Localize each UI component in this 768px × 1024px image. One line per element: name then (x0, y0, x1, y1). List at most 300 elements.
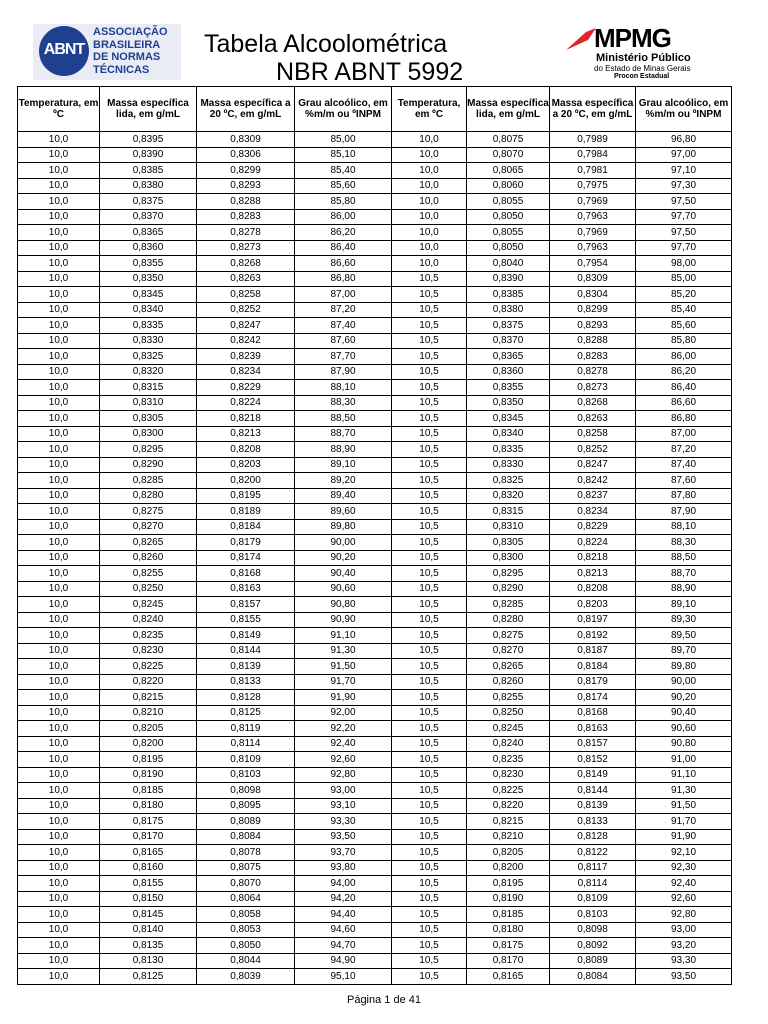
cell-density-read: 0,8345 (100, 287, 197, 303)
cell-density-20c: 0,8084 (550, 969, 636, 985)
cell-alcohol-degree: 89,80 (636, 659, 732, 675)
cell-temperature: 10,0 (392, 194, 467, 210)
table-row (18, 535, 732, 551)
cell-density-20c: 0,7969 (550, 194, 636, 210)
cell-density-20c: 0,8309 (550, 271, 636, 287)
cell-density-read: 0,8185 (467, 907, 550, 923)
cell-temperature: 10,5 (392, 798, 467, 814)
cell-density-20c: 0,8114 (550, 876, 636, 892)
cell-density-read: 0,8365 (467, 349, 550, 365)
cell-density-read: 0,8285 (467, 597, 550, 613)
cell-temperature: 10,0 (18, 411, 100, 427)
cell-density-20c: 0,7984 (550, 147, 636, 163)
cell-alcohol-degree: 92,40 (295, 736, 392, 752)
cell-temperature: 10,5 (392, 504, 467, 520)
cell-temperature: 10,0 (18, 194, 100, 210)
cell-alcohol-degree: 90,00 (295, 535, 392, 551)
cell-alcohol-degree: 92,60 (636, 891, 732, 907)
cell-density-20c: 0,8187 (550, 643, 636, 659)
mpmg-logo (566, 23, 706, 82)
cell-temperature: 10,5 (392, 566, 467, 582)
cell-alcohol-degree: 97,70 (636, 209, 732, 225)
cell-density-20c: 0,8234 (550, 504, 636, 520)
cell-density-read: 0,8385 (100, 163, 197, 179)
cell-density-20c: 0,8293 (197, 178, 295, 194)
cell-density-read: 0,8335 (467, 442, 550, 458)
alcohol-table (17, 86, 732, 985)
cell-temperature: 10,0 (18, 364, 100, 380)
cell-density-20c: 0,8224 (197, 395, 295, 411)
cell-density-20c: 0,7954 (550, 256, 636, 272)
cell-density-read: 0,8310 (467, 519, 550, 535)
abnt-word: BRASILEIRA (93, 38, 161, 51)
table-row (18, 752, 732, 768)
cell-temperature: 10,5 (392, 705, 467, 721)
header-density-read: Massa específica lida, em g/mL (467, 87, 550, 132)
cell-temperature: 10,5 (392, 535, 467, 551)
cell-density-20c: 0,8288 (550, 333, 636, 349)
mpmg-procon: Procon Estadual (614, 73, 670, 80)
header-density-20c: Massa específica a 20 ºC, em g/mL (197, 87, 295, 132)
cell-density-20c: 0,8299 (197, 163, 295, 179)
cell-density-read: 0,8280 (100, 488, 197, 504)
table-row (18, 876, 732, 892)
cell-density-20c: 0,8179 (197, 535, 295, 551)
cell-density-read: 0,8075 (467, 132, 550, 148)
cell-density-read: 0,8350 (100, 271, 197, 287)
cell-density-20c: 0,8174 (197, 550, 295, 566)
cell-density-20c: 0,8144 (550, 783, 636, 799)
mpmg-state: do Estado de Minas Gerais (594, 64, 691, 73)
cell-alcohol-degree: 87,60 (636, 473, 732, 489)
cell-temperature: 10,0 (18, 504, 100, 520)
cell-density-20c: 0,8229 (550, 519, 636, 535)
table-row (18, 240, 732, 256)
cell-temperature: 10,0 (18, 597, 100, 613)
cell-density-20c: 0,8242 (197, 333, 295, 349)
cell-density-20c: 0,7989 (550, 132, 636, 148)
table-row (18, 798, 732, 814)
cell-alcohol-degree: 85,40 (636, 302, 732, 318)
cell-density-20c: 0,8192 (550, 628, 636, 644)
cell-alcohol-degree: 85,40 (295, 163, 392, 179)
cell-density-read: 0,8215 (467, 814, 550, 830)
cell-density-20c: 0,8058 (197, 907, 295, 923)
cell-temperature: 10,5 (392, 333, 467, 349)
cell-density-read: 0,8240 (100, 612, 197, 628)
cell-density-20c: 0,8304 (550, 287, 636, 303)
cell-density-20c: 0,8278 (550, 364, 636, 380)
cell-temperature: 10,5 (392, 488, 467, 504)
cell-temperature: 10,0 (392, 225, 467, 241)
cell-density-20c: 0,8089 (197, 814, 295, 830)
cell-alcohol-degree: 86,80 (636, 411, 732, 427)
cell-temperature: 10,5 (392, 473, 467, 489)
cell-density-read: 0,8175 (100, 814, 197, 830)
cell-density-read: 0,8380 (467, 302, 550, 318)
cell-temperature: 10,0 (18, 736, 100, 752)
cell-density-read: 0,8200 (467, 860, 550, 876)
cell-density-read: 0,8180 (100, 798, 197, 814)
cell-alcohol-degree: 93,30 (295, 814, 392, 830)
header-density-20c: Massa específica a 20 ºC, em g/mL (550, 87, 636, 132)
cell-alcohol-degree: 88,90 (295, 442, 392, 458)
cell-density-20c: 0,8273 (197, 240, 295, 256)
table-row (18, 969, 732, 985)
header-density-read: Massa específica lida, em g/mL (100, 87, 197, 132)
cell-density-20c: 0,8218 (197, 411, 295, 427)
cell-density-20c: 0,8144 (197, 643, 295, 659)
cell-density-20c: 0,8053 (197, 922, 295, 938)
table-row (18, 442, 732, 458)
cell-density-read: 0,8260 (467, 674, 550, 690)
cell-density-20c: 0,8133 (550, 814, 636, 830)
cell-density-read: 0,8315 (467, 504, 550, 520)
cell-density-read: 0,8340 (467, 426, 550, 442)
cell-alcohol-degree: 93,30 (636, 953, 732, 969)
cell-density-read: 0,8350 (467, 395, 550, 411)
cell-temperature: 10,5 (392, 597, 467, 613)
cell-temperature: 10,5 (392, 287, 467, 303)
cell-density-read: 0,8195 (467, 876, 550, 892)
cell-temperature: 10,0 (18, 628, 100, 644)
cell-alcohol-degree: 91,10 (636, 767, 732, 783)
page-number: Página 1 de 41 (346, 994, 421, 1006)
cell-alcohol-degree: 85,80 (636, 333, 732, 349)
cell-alcohol-degree: 93,50 (295, 829, 392, 845)
cell-density-read: 0,8220 (467, 798, 550, 814)
cell-alcohol-degree: 97,30 (636, 178, 732, 194)
cell-density-read: 0,8210 (100, 705, 197, 721)
cell-alcohol-degree: 97,50 (636, 194, 732, 210)
cell-density-20c: 0,8163 (197, 581, 295, 597)
cell-alcohol-degree: 90,20 (295, 550, 392, 566)
cell-density-read: 0,8310 (100, 395, 197, 411)
cell-temperature: 10,5 (392, 829, 467, 845)
header-temperature: Temperatura, em ºC (392, 87, 467, 132)
cell-density-read: 0,8175 (467, 938, 550, 954)
cell-density-read: 0,8065 (467, 163, 550, 179)
cell-density-20c: 0,8098 (197, 783, 295, 799)
cell-alcohol-degree: 93,50 (636, 969, 732, 985)
cell-density-20c: 0,8189 (197, 504, 295, 520)
cell-alcohol-degree: 91,50 (295, 659, 392, 675)
cell-density-read: 0,8325 (100, 349, 197, 365)
cell-temperature: 10,0 (18, 566, 100, 582)
cell-temperature: 10,0 (18, 798, 100, 814)
cell-density-read: 0,8355 (467, 380, 550, 396)
cell-density-read: 0,8300 (467, 550, 550, 566)
cell-alcohol-degree: 90,20 (636, 690, 732, 706)
cell-density-read: 0,8275 (100, 504, 197, 520)
table-row (18, 891, 732, 907)
cell-density-20c: 0,8174 (550, 690, 636, 706)
cell-temperature: 10,5 (392, 442, 467, 458)
cell-density-read: 0,8255 (100, 566, 197, 582)
cell-density-20c: 0,8263 (197, 271, 295, 287)
cell-density-20c: 0,8128 (197, 690, 295, 706)
table-row (18, 829, 732, 845)
cell-temperature: 10,5 (392, 659, 467, 675)
cell-alcohol-degree: 85,60 (636, 318, 732, 334)
cell-alcohol-degree: 87,70 (295, 349, 392, 365)
cell-density-read: 0,8055 (467, 225, 550, 241)
header-alcohol-degree: Grau alcoólico, em %m/m ou ºINPM (636, 87, 732, 132)
cell-alcohol-degree: 86,40 (636, 380, 732, 396)
table-row (18, 953, 732, 969)
table-row (18, 907, 732, 923)
cell-alcohol-degree: 86,00 (295, 209, 392, 225)
cell-alcohol-degree: 88,70 (295, 426, 392, 442)
table-row (18, 488, 732, 504)
cell-density-20c: 0,8239 (197, 349, 295, 365)
cell-density-read: 0,8330 (100, 333, 197, 349)
cell-density-read: 0,8340 (100, 302, 197, 318)
table-row (18, 256, 732, 272)
cell-density-20c: 0,8084 (197, 829, 295, 845)
cell-alcohol-degree: 93,00 (636, 922, 732, 938)
cell-alcohol-degree: 90,80 (636, 736, 732, 752)
cell-alcohol-degree: 88,10 (295, 380, 392, 396)
cell-density-20c: 0,8218 (550, 550, 636, 566)
cell-temperature: 10,0 (18, 349, 100, 365)
cell-temperature: 10,0 (18, 132, 100, 148)
cell-temperature: 10,0 (18, 395, 100, 411)
cell-density-read: 0,8050 (467, 240, 550, 256)
cell-density-read: 0,8235 (467, 752, 550, 768)
cell-temperature: 10,0 (18, 721, 100, 737)
cell-density-read: 0,8325 (467, 473, 550, 489)
table-row (18, 597, 732, 613)
table-row (18, 271, 732, 287)
cell-temperature: 10,5 (392, 581, 467, 597)
cell-density-20c: 0,8098 (550, 922, 636, 938)
cell-density-20c: 0,8283 (197, 209, 295, 225)
cell-density-20c: 0,8133 (197, 674, 295, 690)
cell-alcohol-degree: 86,60 (295, 256, 392, 272)
cell-density-20c: 0,8109 (197, 752, 295, 768)
cell-alcohol-degree: 92,00 (295, 705, 392, 721)
header-alcohol-degree: Grau alcoólico, em %m/m ou ºINPM (295, 87, 392, 132)
cell-density-20c: 0,8139 (197, 659, 295, 675)
cell-temperature: 10,5 (392, 364, 467, 380)
table-row (18, 333, 732, 349)
cell-density-read: 0,8290 (100, 457, 197, 473)
cell-temperature: 10,0 (392, 209, 467, 225)
cell-temperature: 10,5 (392, 922, 467, 938)
cell-temperature: 10,0 (18, 674, 100, 690)
cell-alcohol-degree: 90,00 (636, 674, 732, 690)
cell-temperature: 10,0 (18, 860, 100, 876)
cell-density-read: 0,8255 (467, 690, 550, 706)
cell-density-read: 0,8195 (100, 752, 197, 768)
cell-density-read: 0,8205 (467, 845, 550, 861)
cell-density-20c: 0,8208 (197, 442, 295, 458)
cell-temperature: 10,5 (392, 953, 467, 969)
cell-density-read: 0,8335 (100, 318, 197, 334)
cell-temperature: 10,0 (18, 488, 100, 504)
cell-density-read: 0,8055 (467, 194, 550, 210)
cell-density-20c: 0,8109 (550, 891, 636, 907)
cell-density-read: 0,8225 (467, 783, 550, 799)
cell-temperature: 10,0 (18, 302, 100, 318)
cell-density-20c: 0,8208 (550, 581, 636, 597)
cell-density-20c: 0,8103 (550, 907, 636, 923)
cell-density-20c: 0,8268 (550, 395, 636, 411)
cell-density-20c: 0,8293 (550, 318, 636, 334)
table-row (18, 550, 732, 566)
cell-temperature: 10,0 (18, 814, 100, 830)
cell-density-read: 0,8185 (100, 783, 197, 799)
cell-temperature: 10,0 (392, 240, 467, 256)
cell-density-20c: 0,8050 (197, 938, 295, 954)
cell-density-20c: 0,8078 (197, 845, 295, 861)
table-row (18, 225, 732, 241)
table-row (18, 783, 732, 799)
cell-alcohol-degree: 91,90 (295, 690, 392, 706)
cell-density-20c: 0,8168 (550, 705, 636, 721)
table-row (18, 922, 732, 938)
cell-temperature: 10,0 (18, 891, 100, 907)
document-title (190, 28, 590, 88)
cell-density-read: 0,8270 (100, 519, 197, 535)
cell-temperature: 10,0 (18, 953, 100, 969)
cell-alcohol-degree: 86,60 (636, 395, 732, 411)
cell-density-20c: 0,7969 (550, 225, 636, 241)
cell-temperature: 10,0 (18, 535, 100, 551)
cell-density-read: 0,8170 (467, 953, 550, 969)
cell-density-read: 0,8150 (100, 891, 197, 907)
cell-density-read: 0,8290 (467, 581, 550, 597)
cell-temperature: 10,5 (392, 457, 467, 473)
abnt-word: TÉCNICAS (93, 63, 150, 76)
cell-density-read: 0,8070 (467, 147, 550, 163)
cell-density-20c: 0,8252 (197, 302, 295, 318)
table-row (18, 690, 732, 706)
cell-density-20c: 0,8139 (550, 798, 636, 814)
cell-density-20c: 0,8203 (550, 597, 636, 613)
cell-alcohol-degree: 86,80 (295, 271, 392, 287)
alcohol-table-container (17, 86, 731, 985)
abnt-word: ASSOCIAÇÃO (93, 26, 168, 38)
cell-density-20c: 0,8213 (197, 426, 295, 442)
cell-density-20c: 0,8128 (550, 829, 636, 845)
cell-alcohol-degree: 90,60 (295, 581, 392, 597)
cell-density-20c: 0,8309 (197, 132, 295, 148)
cell-temperature: 10,5 (392, 767, 467, 783)
cell-density-read: 0,8385 (467, 287, 550, 303)
cell-alcohol-degree: 87,90 (295, 364, 392, 380)
cell-alcohol-degree: 92,40 (636, 876, 732, 892)
cell-density-20c: 0,8122 (550, 845, 636, 861)
cell-density-read: 0,8250 (467, 705, 550, 721)
cell-temperature: 10,0 (18, 690, 100, 706)
cell-density-read: 0,8040 (467, 256, 550, 272)
cell-alcohol-degree: 85,00 (295, 132, 392, 148)
cell-density-read: 0,8190 (467, 891, 550, 907)
cell-temperature: 10,0 (18, 457, 100, 473)
cell-temperature: 10,0 (392, 132, 467, 148)
cell-temperature: 10,0 (18, 333, 100, 349)
cell-density-read: 0,8270 (467, 643, 550, 659)
cell-temperature: 10,0 (18, 426, 100, 442)
cell-alcohol-degree: 89,30 (636, 612, 732, 628)
cell-density-20c: 0,8103 (197, 767, 295, 783)
cell-temperature: 10,0 (18, 550, 100, 566)
table-row (18, 209, 732, 225)
cell-temperature: 10,0 (392, 256, 467, 272)
cell-alcohol-degree: 90,90 (295, 612, 392, 628)
cell-temperature: 10,0 (18, 612, 100, 628)
cell-temperature: 10,0 (18, 659, 100, 675)
cell-temperature: 10,0 (392, 163, 467, 179)
cell-alcohol-degree: 92,10 (636, 845, 732, 861)
cell-alcohol-degree: 88,50 (295, 411, 392, 427)
cell-alcohol-degree: 87,40 (636, 457, 732, 473)
cell-density-read: 0,8220 (100, 674, 197, 690)
cell-alcohol-degree: 92,60 (295, 752, 392, 768)
cell-temperature: 10,5 (392, 411, 467, 427)
cell-density-read: 0,8060 (467, 178, 550, 194)
cell-density-20c: 0,8213 (550, 566, 636, 582)
cell-density-read: 0,8380 (100, 178, 197, 194)
cell-density-read: 0,8265 (100, 535, 197, 551)
cell-alcohol-degree: 87,40 (295, 318, 392, 334)
cell-density-20c: 0,8152 (550, 752, 636, 768)
cell-density-read: 0,8355 (100, 256, 197, 272)
cell-temperature: 10,5 (392, 349, 467, 365)
table-row (18, 364, 732, 380)
table-row (18, 426, 732, 442)
cell-density-20c: 0,8283 (550, 349, 636, 365)
cell-temperature: 10,0 (18, 829, 100, 845)
table-row (18, 659, 732, 675)
cell-alcohol-degree: 85,00 (636, 271, 732, 287)
cell-density-20c: 0,8195 (197, 488, 295, 504)
cell-alcohol-degree: 98,00 (636, 256, 732, 272)
cell-alcohol-degree: 89,10 (636, 597, 732, 613)
cell-alcohol-degree: 93,80 (295, 860, 392, 876)
cell-density-20c: 0,8157 (197, 597, 295, 613)
cell-density-20c: 0,8184 (550, 659, 636, 675)
cell-density-read: 0,8360 (100, 240, 197, 256)
cell-temperature: 10,5 (392, 783, 467, 799)
cell-density-read: 0,8280 (467, 612, 550, 628)
cell-density-read: 0,8240 (467, 736, 550, 752)
cell-density-read: 0,8135 (100, 938, 197, 954)
cell-density-20c: 0,7981 (550, 163, 636, 179)
cell-density-20c: 0,8157 (550, 736, 636, 752)
cell-temperature: 10,0 (18, 845, 100, 861)
cell-temperature: 10,5 (392, 550, 467, 566)
cell-temperature: 10,5 (392, 969, 467, 985)
cell-temperature: 10,5 (392, 907, 467, 923)
cell-alcohol-degree: 87,20 (636, 442, 732, 458)
cell-density-read: 0,8320 (467, 488, 550, 504)
cell-temperature: 10,5 (392, 302, 467, 318)
cell-alcohol-degree: 94,60 (295, 922, 392, 938)
table-row (18, 674, 732, 690)
table-body (18, 132, 732, 985)
cell-alcohol-degree: 90,40 (295, 566, 392, 582)
title-line-2: NBR ABNT 5992 (276, 58, 464, 86)
cell-temperature: 10,0 (18, 705, 100, 721)
cell-density-read: 0,8260 (100, 550, 197, 566)
cell-alcohol-degree: 95,10 (295, 969, 392, 985)
table-row (18, 705, 732, 721)
cell-density-read: 0,8165 (467, 969, 550, 985)
cell-density-20c: 0,8224 (550, 535, 636, 551)
